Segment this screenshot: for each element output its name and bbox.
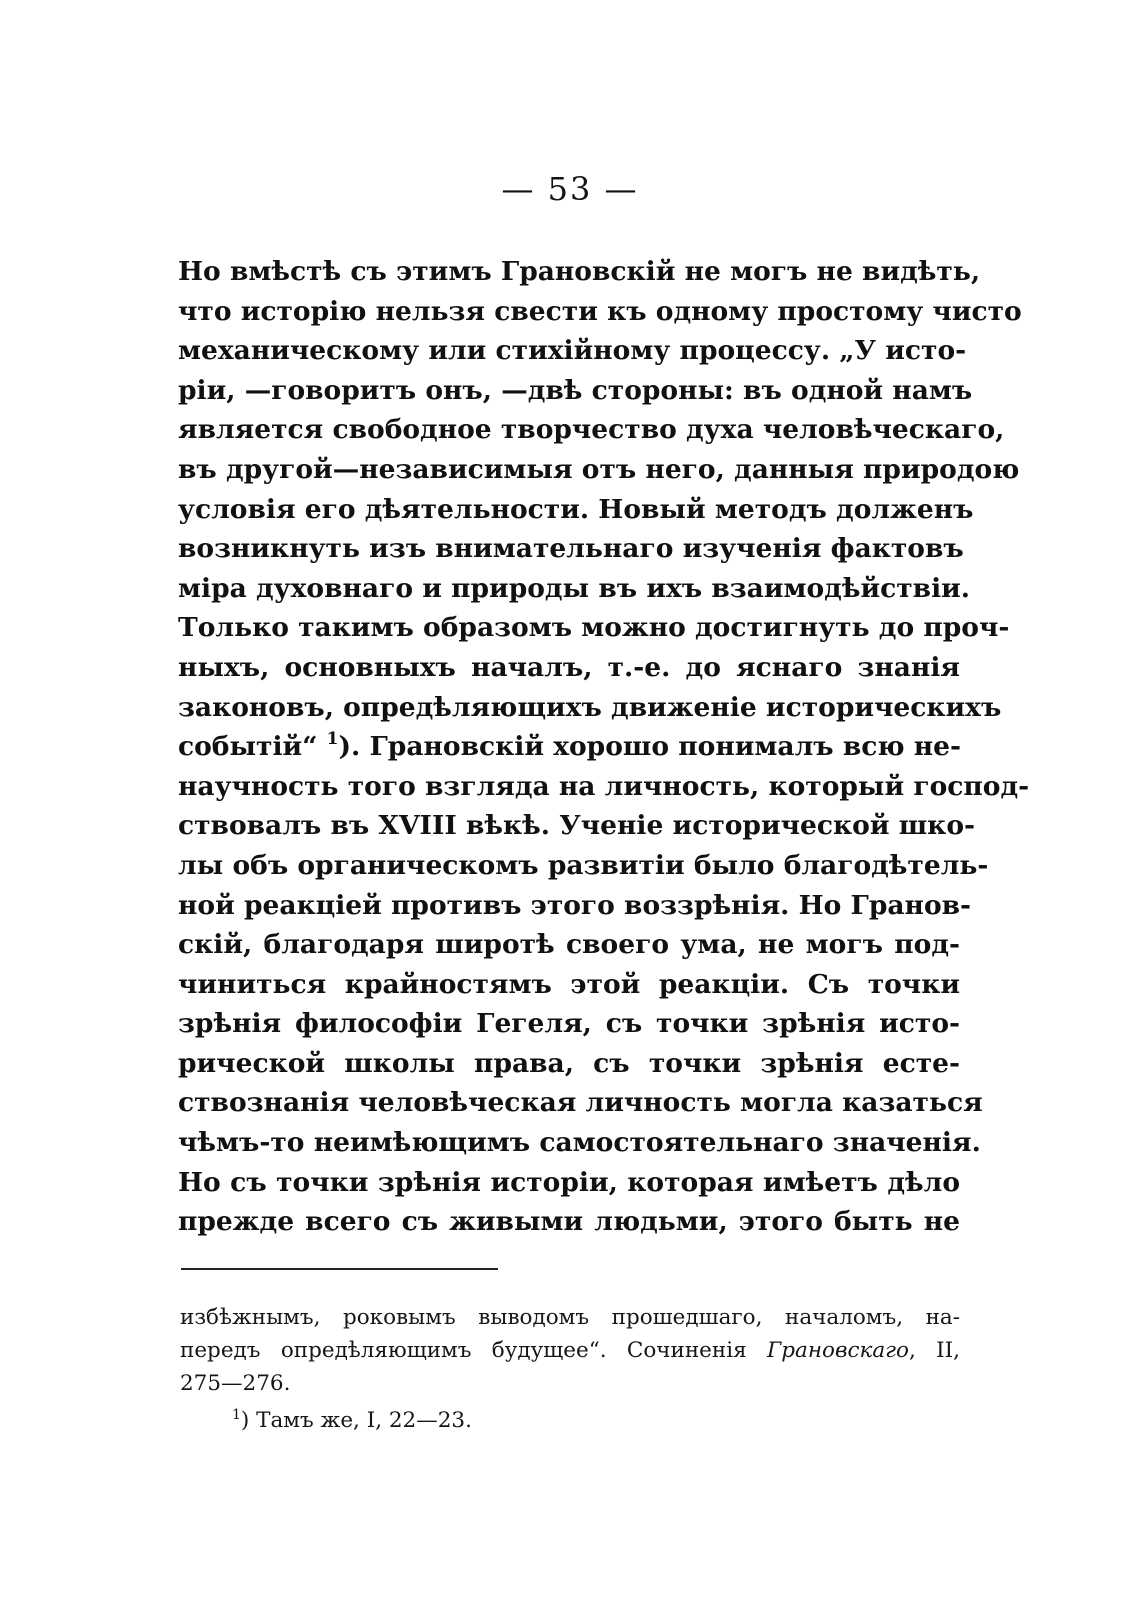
footnote-line: 275—276.	[180, 1371, 291, 1396]
text-line: ной реакціей противъ этого воззрѣнія. Но Гранов-	[178, 889, 972, 921]
text-line: является свободное творчество духа человѣческаго,	[178, 414, 1005, 446]
text-line: что исторію нельзя свести къ одному простому чисто	[178, 295, 1022, 327]
footnotes	[180, 1301, 960, 1437]
footnote-text: ) Тамъ же, I, 22—23.	[240, 1408, 472, 1433]
text-line: возникнуть изъ внимательнаго изученія фактовъ	[178, 533, 964, 565]
footnote-reference: 1	[326, 729, 339, 750]
footnote-line: избѣжнымъ, роковымъ выводомъ прошедшаго, началомъ, на-	[180, 1305, 960, 1330]
text-line: зрѣнія философіи Гегеля, съ точки зрѣнія исто-	[178, 1008, 960, 1040]
text-line: лы объ органическомъ развитіи было благодѣтель-	[178, 849, 989, 881]
footnote-separator	[181, 1268, 498, 1270]
footnote-segment: , II,	[908, 1338, 960, 1363]
text-line: Только такимъ образомъ можно достигнуть до проч-	[178, 612, 1010, 644]
text-line: прежде всего съ живыми людьми, этого быть не	[178, 1206, 960, 1238]
footnote-italic-title: Грановскаго	[767, 1338, 909, 1363]
footnote-segment: передъ опредѣляющимъ будущее“. Сочиненія	[180, 1338, 768, 1363]
main-text	[178, 252, 1030, 1242]
footnote-marker: 1	[232, 1407, 241, 1423]
text-line: законовъ, опредѣляющихъ движеніе историческихъ	[178, 691, 1002, 723]
text-line: Но съ точки зрѣнія исторіи, которая имѣетъ дѣло	[178, 1166, 960, 1198]
text-line-with-footnote-ref	[178, 727, 960, 767]
text-line: ствовалъ въ XVIII вѣкѣ. Ученіе исторической шко-	[178, 810, 975, 842]
footnote-line	[180, 1334, 960, 1367]
text-segment: событій“	[178, 731, 327, 763]
text-line: чиниться крайностямъ этой реакціи. Съ точки	[178, 968, 960, 1000]
text-line: научность того взгляда на личность, который господ-	[178, 770, 1030, 802]
text-line: ріи, —говоритъ онъ, —двѣ стороны: въ одной намъ	[178, 374, 973, 406]
page-number: — 53 —	[501, 170, 639, 208]
text-line: ныхъ, основныхъ началъ, т.-е. до яснаго знанія	[178, 651, 960, 683]
footnote-1	[180, 1404, 960, 1437]
text-line: механическому или стихійному процессу. „У исто-	[178, 335, 967, 367]
text-line: міра духовнаго и природы въ ихъ взаимодѣйствіи.	[178, 572, 971, 604]
text-line: ствознанія человѣческая личность могла казаться	[178, 1087, 983, 1119]
text-line: скій, благодаря широтѣ своего ума, не могъ под-	[178, 929, 960, 961]
text-line: Но вмѣстѣ съ этимъ Грановскій не могъ не видѣть,	[178, 256, 981, 287]
text-segment: ). Грановскій хорошо понималъ всю не-	[338, 731, 962, 763]
text-line: условія его дѣятельности. Новый методъ долженъ	[178, 493, 974, 525]
text-line: рической школы права, съ точки зрѣнія есте-	[178, 1047, 960, 1079]
text-line: чѣмъ-то неимѣющимъ самостоятельнаго значенія.	[178, 1127, 981, 1159]
text-line: въ другой—независимыя отъ него, данныя природою	[178, 453, 1020, 485]
